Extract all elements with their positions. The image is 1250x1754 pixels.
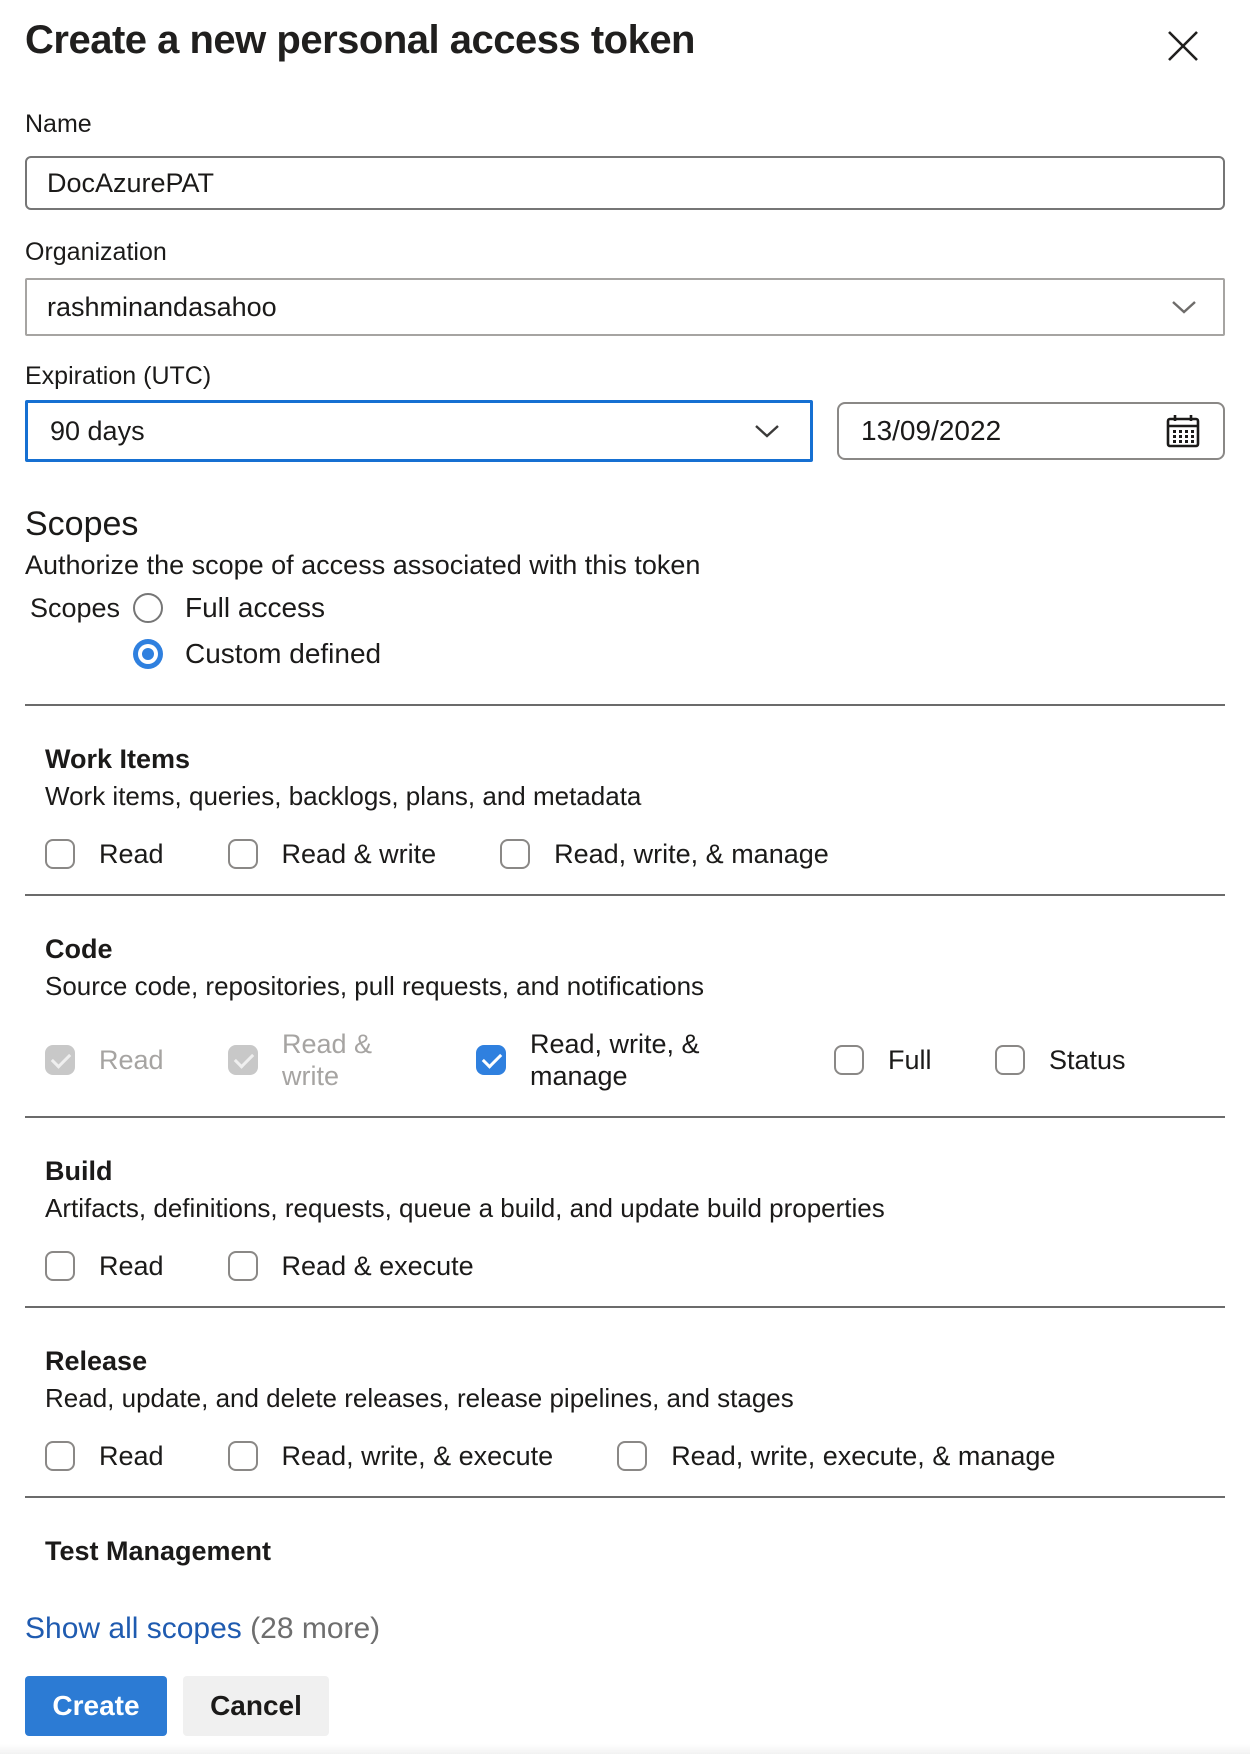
close-icon [1164,27,1202,65]
organization-dropdown-value: rashminandasahoo [47,291,277,322]
section-description: Source code, repositories, pull requests, and notifications [45,971,705,1001]
checkbox-unchecked-icon[interactable] [500,839,530,869]
section-test-management-truncated [25,1496,1225,1568]
scope-row [45,1028,1225,1092]
section-work-items [25,704,1225,894]
section-description: Work items, queries, backlogs, plans, and metadata [45,781,642,811]
scope-checkbox-item[interactable]: Read [45,1250,164,1282]
dialog-footer [0,1590,1250,1754]
radio-option-label: Full access [185,592,326,623]
checkbox-unchecked-icon[interactable] [995,1045,1025,1075]
section-build [25,1116,1225,1306]
scope-checkbox-item[interactable]: Read [45,838,164,870]
scopes-subheading: Authorize the scope of access associated with this token [25,550,701,580]
checkbox-unchecked-icon[interactable] [617,1441,647,1471]
show-all-scopes-link[interactable]: Show all scopes [25,1612,242,1645]
organization-label: Organization [25,238,167,266]
scope-row [45,1440,1225,1472]
scope-checkbox-item[interactable]: Read, write, & manage [476,1028,834,1092]
dialog-title: Create a new personal access token [25,18,695,62]
name-label: Name [25,110,92,138]
checkbox-unchecked-icon[interactable] [228,839,258,869]
section-code [25,894,1225,1116]
section-title: Code [45,934,113,964]
checkbox-unchecked-icon[interactable] [834,1045,864,1075]
scopes-radio-group-label: Scopes [30,592,121,623]
checkbox-unchecked-icon[interactable] [45,839,75,869]
name-input[interactable] [25,156,1225,210]
scope-checkbox-item[interactable]: Full [834,1044,995,1076]
organization-dropdown[interactable] [25,278,1225,336]
checkbox-checked-disabled-icon [45,1045,75,1075]
chevron-down-icon [1169,298,1199,316]
close-button[interactable] [1161,24,1205,68]
section-title: Release [45,1346,148,1376]
checkbox-unchecked-icon[interactable] [228,1251,258,1281]
expiration-preset-value: 90 days [50,415,145,446]
expiration-preset-dropdown[interactable] [25,400,813,462]
scope-checkbox-item[interactable]: Status [995,1044,1126,1076]
expiration-date-input[interactable] [837,402,1225,460]
checkbox-checked-disabled-icon [228,1045,258,1075]
radio-icon-unselected[interactable] [133,593,163,623]
scopes-radio-group [25,588,1225,674]
scope-checkbox-item[interactable]: Read & execute [228,1250,474,1282]
scope-checkbox-item[interactable]: Read [45,1440,164,1472]
expiration-label: Expiration (UTC) [25,362,212,390]
scope-row [45,838,1225,870]
radio-option-full-access[interactable] [30,588,1225,628]
checkbox-unchecked-icon[interactable] [45,1251,75,1281]
scope-checkbox-item[interactable]: Read & write [228,838,437,870]
radio-option-label: Custom defined [185,638,382,669]
scope-row [45,1250,1225,1282]
section-release [25,1306,1225,1496]
section-title: Test Management [45,1536,272,1566]
radio-icon-selected[interactable] [133,639,163,669]
scopes-heading: Scopes [25,505,139,543]
more-scopes-count: (28 more) [250,1612,381,1645]
section-description: Artifacts, definitions, requests, queue a build, and update build properties [45,1193,885,1223]
section-title: Build [45,1156,113,1186]
checkbox-checked-icon[interactable] [476,1045,506,1075]
scope-checkbox-item[interactable]: Read, write, execute, & manage [617,1440,1055,1472]
checkbox-unchecked-icon[interactable] [228,1441,258,1471]
scope-checkbox-item: Read & write [228,1028,476,1092]
scope-checkbox-item[interactable]: Read, write, & execute [228,1440,554,1472]
create-button[interactable]: Create [25,1676,167,1736]
dialog-header [25,16,1225,64]
section-title: Work Items [45,744,191,774]
cancel-button[interactable]: Cancel [183,1676,329,1736]
scope-checkbox-item[interactable]: Read, write, & manage [500,838,829,870]
scope-checkbox-item: Read [45,1044,228,1076]
chevron-down-icon [752,422,782,440]
expiration-row [25,400,1225,462]
checkbox-unchecked-icon[interactable] [45,1441,75,1471]
section-description: Read, update, and delete releases, release pipelines, and stages [45,1383,794,1413]
calendar-icon[interactable] [1163,411,1203,451]
expiration-date-value: 13/09/2022 [861,415,1002,446]
radio-option-custom-defined[interactable] [30,634,1225,674]
name-input-value: DocAzurePAT [47,167,215,198]
